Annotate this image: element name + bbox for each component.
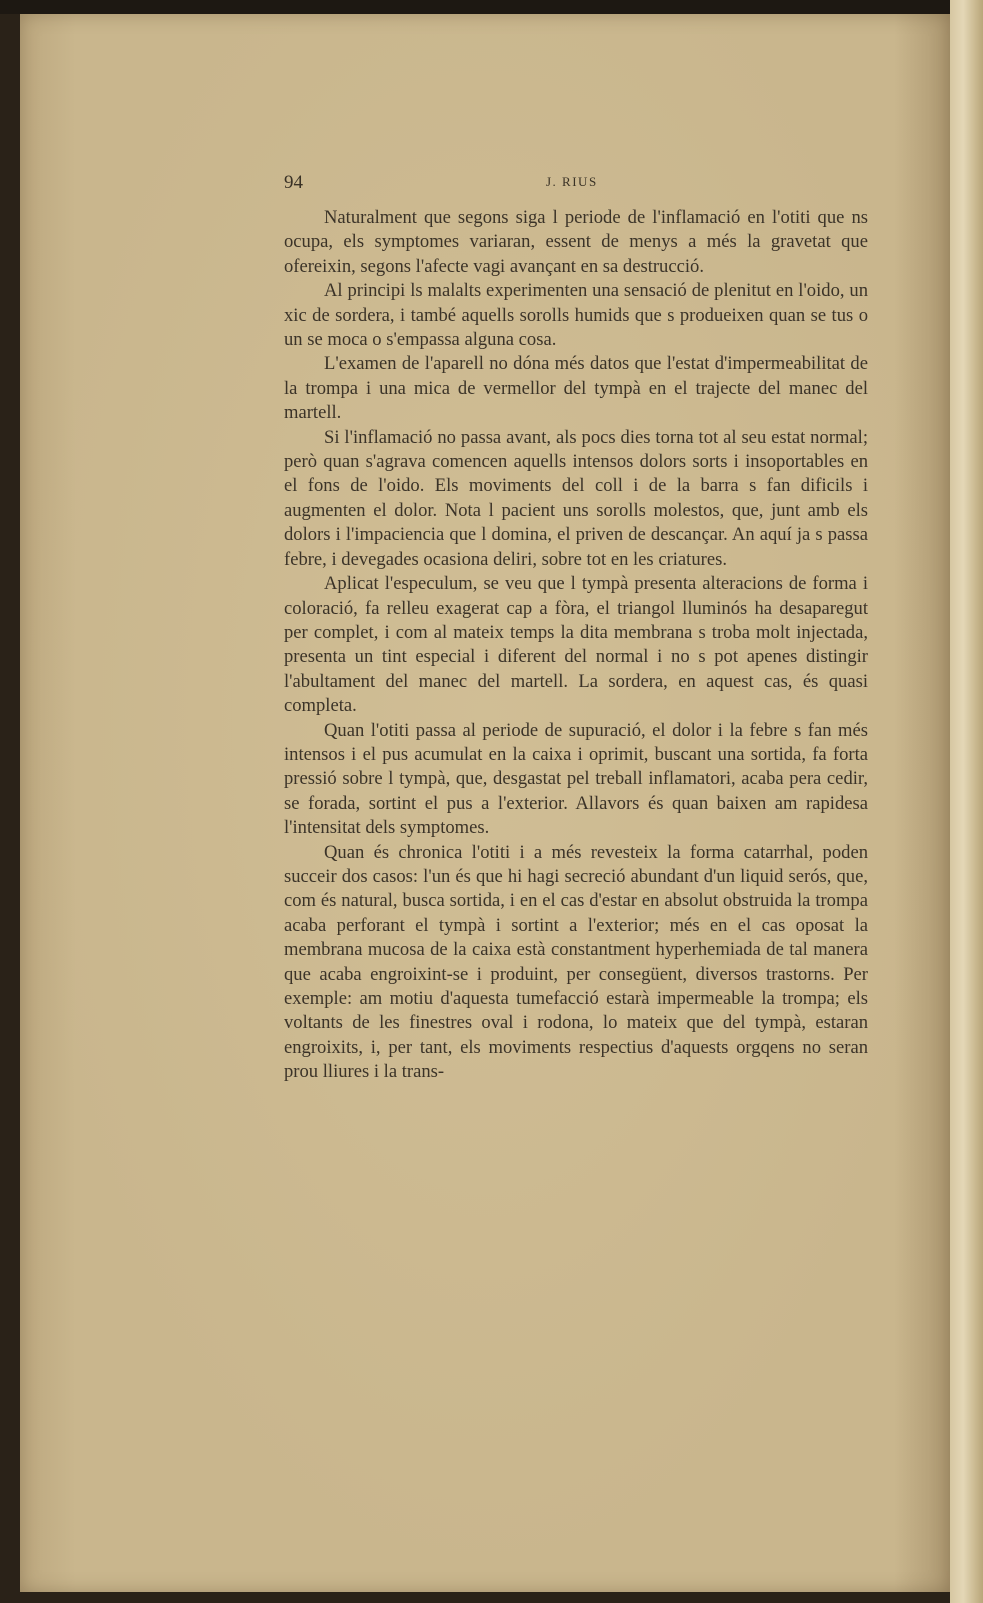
running-head: J. RIUS [546,174,598,189]
page-number: 94 [284,172,303,193]
scan-top-edge [0,0,983,14]
paragraph: Si l'inflamació no passa avant, als pocs dies torna tot al seu estat normal; però quan s'agrava comencen aquells intensos dolors sorts i insoportables en el fons de l'oido. Els moviments del coll i de la barra s fan dificils i augmenten el dolor. Nota l pacient uns sorolls molestos, que, junt amb els dolors i l'impaciencia que l domina, el priven de descançar. An aquí ja s passa febre, i devegades ocasiona deliri, sobre tot en les criatures. [284,426,868,570]
paragraph: Quan l'otiti passa al periode de supuració, el dolor i la febre s fan més intensos i el pus acumulat en la caixa i oprimit, buscant una sortida, fa forta pressió sobre l tympà, que, desgastat pel treball inflamatori, acaba pera cedir, se forada, sortint el pus a l'exterior. Allavors és quan baixen am rapidesa l'intensitat dels symptomes. [284,719,868,839]
paragraph: Naturalment que segons siga l periode de l'inflamació en l'otiti que ns ocupa, els symptomes variaran, essent de menys a més la gravetat que ofereixin, segons l'afecte vagi avançant en sa destrucció. [284,207,868,277]
paragraph: L'examen de l'aparell no dóna més datos que l'estat d'impermeabilitat de la trompa i una mica de vermellor del tympà en el trajecte del manec del martell. [284,353,868,424]
page-spine-edge [950,0,983,1603]
paragraph: Aplicat l'especulum, se veu que l tympà presenta alteracions de forma i coloració, fa relleu exagerat cap a fòra, el triangol lluminós ha desaparegut per complet, i com al mateix temps la dita membrana s troba molt injectada, presenta un tint especial i diferent del normal i no s pot apenes distingir l'abultament del manec del martell. La sordera, en aquest cas, és quasi completa. [284,573,868,717]
paragraph: Quan és chronica l'otiti i a més revesteix la forma catarrhal, poden succeir dos casos: l'un és que hi hagi secreció abundant d'un liquid serós, que, com és natural, busca sortida, i en el cas d'estar en absolut obstruida la trompa acaba perforant el tympà i sortint a l'exterior; més en el cas oposat la membrana mucosa de la caixa està constantment hyperhemiada de tal manera que acaba engroixint-se i produint, per consegüent, diversos trastorns. Per exemple: am motiu d'aquesta tumefacció estarà impermeable la trompa; els voltants de les finestres oval i rodona, lo mateix que del tympà, estaran engroixits, i, per tant, els moviments respectius d'aquests orgqens no seran prou lliures i la trans- [284,841,868,1083]
paragraph: Al principi ls malalts experimenten una sensació de plenitut en l'oido, un xic de sordera, i també aquells sorolls humids que s produeixen quan se tus o un se moca o s'empassa alguna cosa. [284,280,868,351]
body-text [284,206,868,1085]
page-header [284,172,868,200]
